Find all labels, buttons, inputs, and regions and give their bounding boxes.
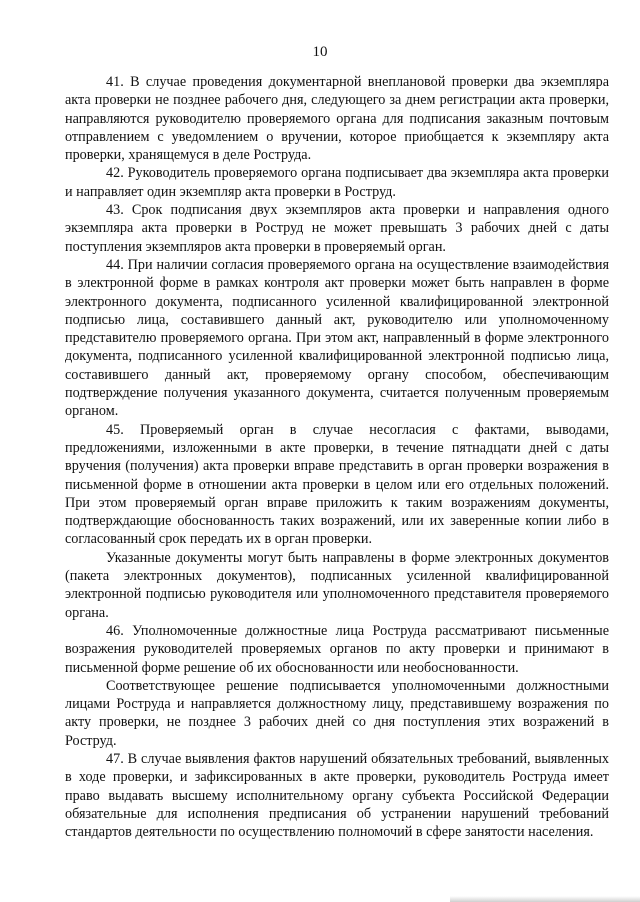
paragraph-42: 42. Руководитель проверяемого органа подписывает два экземпляра акта проверки и направляет один экземпляр акта проверки в Роструд. [65, 165, 609, 200]
page-number: 10 [312, 44, 328, 60]
document-body [65, 73, 609, 841]
paragraph-46-decision: Соответствующее решение подписывается уполномоченными должностными лицами Роструда и направляется должностному лицу, представившему возражения по акту проверки, не позднее 3 рабочих дней со дня поступления этих возражений в Роструд. [65, 677, 609, 749]
paragraph-44: 44. При наличии согласия проверяемого органа на осуществление взаимодействия в электронной форме в рамках контроля акт проверки может быть направлен в форме электронного документа, подписанного усиленной квалифицированной электронной подписью лица, составившего данный акт, руководителю или уполномоченному представителю проверяемого органа. При этом акт, направленный в форме электронного документа, подписанного усиленной квалифицированной электронной подписью лица, составившего данный акт, проверяемому органу способом, обеспечивающим подтверждение получения указанного документа, считается полученным проверяемым органом. [65, 256, 609, 420]
paragraph-47: 47. В случае выявления фактов нарушений обязательных требований, выявленных в ходе проверки, и зафиксированных в акте проверки, руководитель Роструда имеет право выдавать высшему исполнительному органу субъекта Российской Федерации обязательные для исполнения предписания об устранении нарушений требований стандартов деятельности по осуществлению полномочий в сфере занятости населения. [65, 750, 609, 841]
paragraph-45: 45. Проверяемый орган в случае несогласия с фактами, выводами, предложениями, изложенными в акте проверки, в течение пятнадцати дней с даты вручения (получения) акта проверки вправе представить в орган проверки возражения в письменной форме в отношении акта проверки в целом или его отдельных положений. При этом проверяемый орган вправе приложить к таким возражениям документы, подтверждающие обоснованность таких возражений, или их заверенные копии либо в согласованный срок передать их в орган проверки. [65, 421, 609, 548]
paragraph-41: 41. В случае проведения документарной внеплановой проверки два экземпляра акта проверки не позднее рабочего дня, следующего за днем регистрации акта проверки, направляются руководителю проверяемого органа для подписания заказным почтовым отправлением с уведомлением о вручении, которое приобщается к экземпляру акта проверки, хранящемуся в деле Роструда. [65, 74, 609, 164]
paragraph-46: 46. Уполномоченные должностные лица Роструда рассматривают письменные возражения руководителей проверяемых органов по акту проверки и принимают в письменной форме решение об их обоснованности или необоснованности. [65, 622, 609, 676]
paragraph-45-documents: Указанные документы могут быть направлены в форме электронных документов (пакета электронных документов), подписанных усиленной квалифицированной электронной подписью руководителя или уполномоченного представителя проверяемого органа. [65, 549, 609, 621]
paragraph-43: 43. Срок подписания двух экземпляров акта проверки и направления одного экземпляра акта проверки в Роструд не может превышать 3 рабочих дней с даты поступления экземпляров акта проверки в проверяемый орган. [65, 202, 609, 255]
scan-edge-shadow [450, 896, 640, 902]
